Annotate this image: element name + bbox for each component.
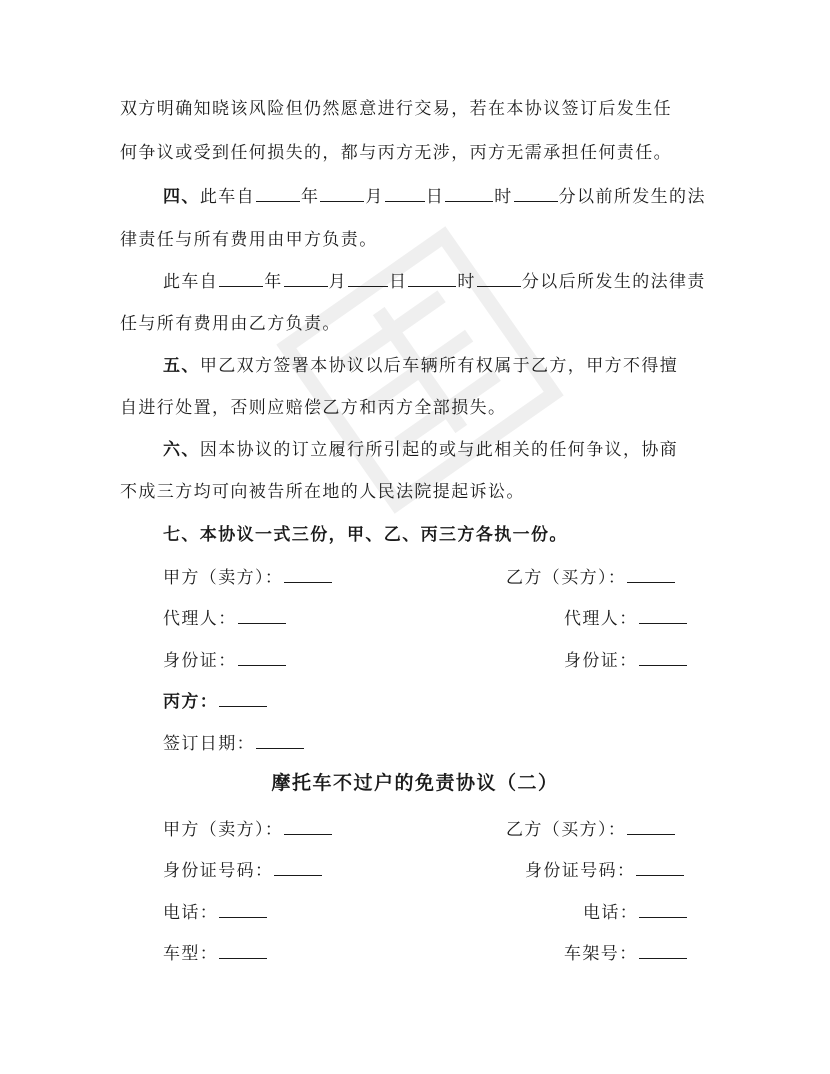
phone-label: 电话：	[163, 903, 219, 923]
party-a-blank	[284, 565, 332, 583]
clause-4-line-1	[163, 184, 706, 209]
clause-number: 六、	[163, 440, 200, 460]
paragraph-line: 何争议或受到任何损失的，都与丙方无涉，丙方无需承担任何责任。	[120, 143, 672, 163]
agreement-2-title: 摩托车不过户的免责协议（二）	[271, 772, 559, 794]
id-right-label: 身份证：	[564, 651, 638, 671]
model-label: 车型：	[163, 944, 219, 964]
sign-date-blank	[256, 731, 304, 749]
clause-text: 日	[425, 187, 445, 207]
id-number-blank	[274, 858, 322, 876]
clause-text: 月	[328, 272, 348, 292]
agreement-2-frame-no	[564, 941, 688, 966]
agreement-2-party-b	[506, 817, 676, 842]
phone-blank	[219, 900, 267, 918]
clause-5-line-2: 自进行处置，否则应赔偿乙方和丙方全部损失。	[120, 398, 507, 418]
blank-day	[385, 184, 425, 202]
clause-4-para-2-line-1	[163, 269, 706, 294]
blank-month	[284, 269, 328, 287]
agreement-2-party-a	[163, 817, 333, 842]
blank-hour	[408, 269, 456, 287]
clause-text: 月	[365, 187, 384, 207]
clause-number: 四、	[163, 187, 200, 207]
clause-text: 此车自	[199, 187, 256, 207]
clause-text: 因本协议的订立履行所引起的或与此相关的任何争议，协商	[199, 440, 679, 460]
blank-year	[256, 184, 300, 202]
id-number-blank	[636, 858, 684, 876]
party-c-blank	[219, 689, 267, 707]
party-b-label: 乙方（买方）：	[506, 568, 627, 588]
id-number-label: 身份证号码：	[525, 861, 636, 881]
clause-text: 时	[494, 187, 513, 207]
clause-text: 年	[301, 187, 320, 207]
clause-text: 时	[457, 272, 476, 292]
clause-text: 分以前所发生的法	[558, 187, 706, 207]
agent-right-blank	[639, 606, 687, 624]
clause-4-para-2-line-2: 任与所有费用由乙方负责。	[120, 314, 341, 334]
paragraph-line: 双方明确知晓该风险但仍然愿意进行交易，若在本协议签订后发生任	[120, 99, 672, 119]
agreement-2-phone-right	[583, 900, 688, 925]
party-a-signature	[163, 565, 333, 590]
phone-blank	[639, 900, 687, 918]
clause-text: 分以后所发生的法律责	[521, 272, 706, 292]
id-right	[564, 648, 688, 673]
agent-right	[564, 606, 688, 631]
id-left-blank	[238, 648, 286, 666]
sign-date-label: 签订日期：	[163, 734, 255, 754]
clause-number: 五、	[163, 356, 200, 376]
party-b-blank	[627, 817, 675, 835]
sign-date	[163, 731, 305, 756]
frame-number-blank	[639, 941, 687, 959]
id-right-blank	[639, 648, 687, 666]
agent-left-label: 代理人：	[163, 609, 237, 629]
id-number-label: 身份证号码：	[163, 861, 274, 881]
clause-7: 七、本协议一式三份，甲、乙、丙三方各执一份。	[163, 525, 568, 545]
blank-minute	[477, 269, 521, 287]
phone-label: 电话：	[583, 903, 639, 923]
clause-6-line-2: 不成三方均可向被告所在地的人民法院提起诉讼。	[120, 482, 525, 502]
agreement-2-model	[163, 941, 268, 966]
clause-6-line-1	[163, 438, 678, 462]
agent-left-blank	[238, 606, 286, 624]
blank-hour	[445, 184, 493, 202]
agreement-2-id-right	[525, 858, 685, 883]
party-b-blank	[627, 565, 675, 583]
party-b-signature	[506, 565, 676, 590]
party-a-label: 甲方（卖方）：	[163, 820, 284, 840]
id-left	[163, 648, 287, 673]
clause-5-line-1	[163, 354, 678, 378]
agreement-2-id-left	[163, 858, 323, 883]
party-c-signature	[163, 689, 268, 714]
model-blank	[219, 941, 267, 959]
party-a-blank	[284, 817, 332, 835]
agent-left	[163, 606, 287, 631]
clause-text: 此车自	[163, 272, 219, 292]
blank-year	[219, 269, 263, 287]
blank-day	[348, 269, 388, 287]
blank-month	[320, 184, 364, 202]
clause-4-line-2: 律责任与所有费用由甲方负责。	[120, 230, 378, 250]
blank-minute	[514, 184, 558, 202]
party-a-label: 甲方（卖方）：	[163, 568, 284, 588]
id-left-label: 身份证：	[163, 651, 237, 671]
frame-number-label: 车架号：	[564, 944, 638, 964]
agent-right-label: 代理人：	[564, 609, 638, 629]
party-c-label: 丙方：	[163, 692, 219, 712]
party-b-label: 乙方（买方）：	[506, 820, 627, 840]
clause-text: 甲乙双方签署本协议以后车辆所有权属于乙方，甲方不得擅	[199, 356, 679, 376]
agreement-2-phone-left	[163, 900, 268, 925]
clause-text: 日	[389, 272, 408, 292]
clause-text: 年	[264, 272, 283, 292]
